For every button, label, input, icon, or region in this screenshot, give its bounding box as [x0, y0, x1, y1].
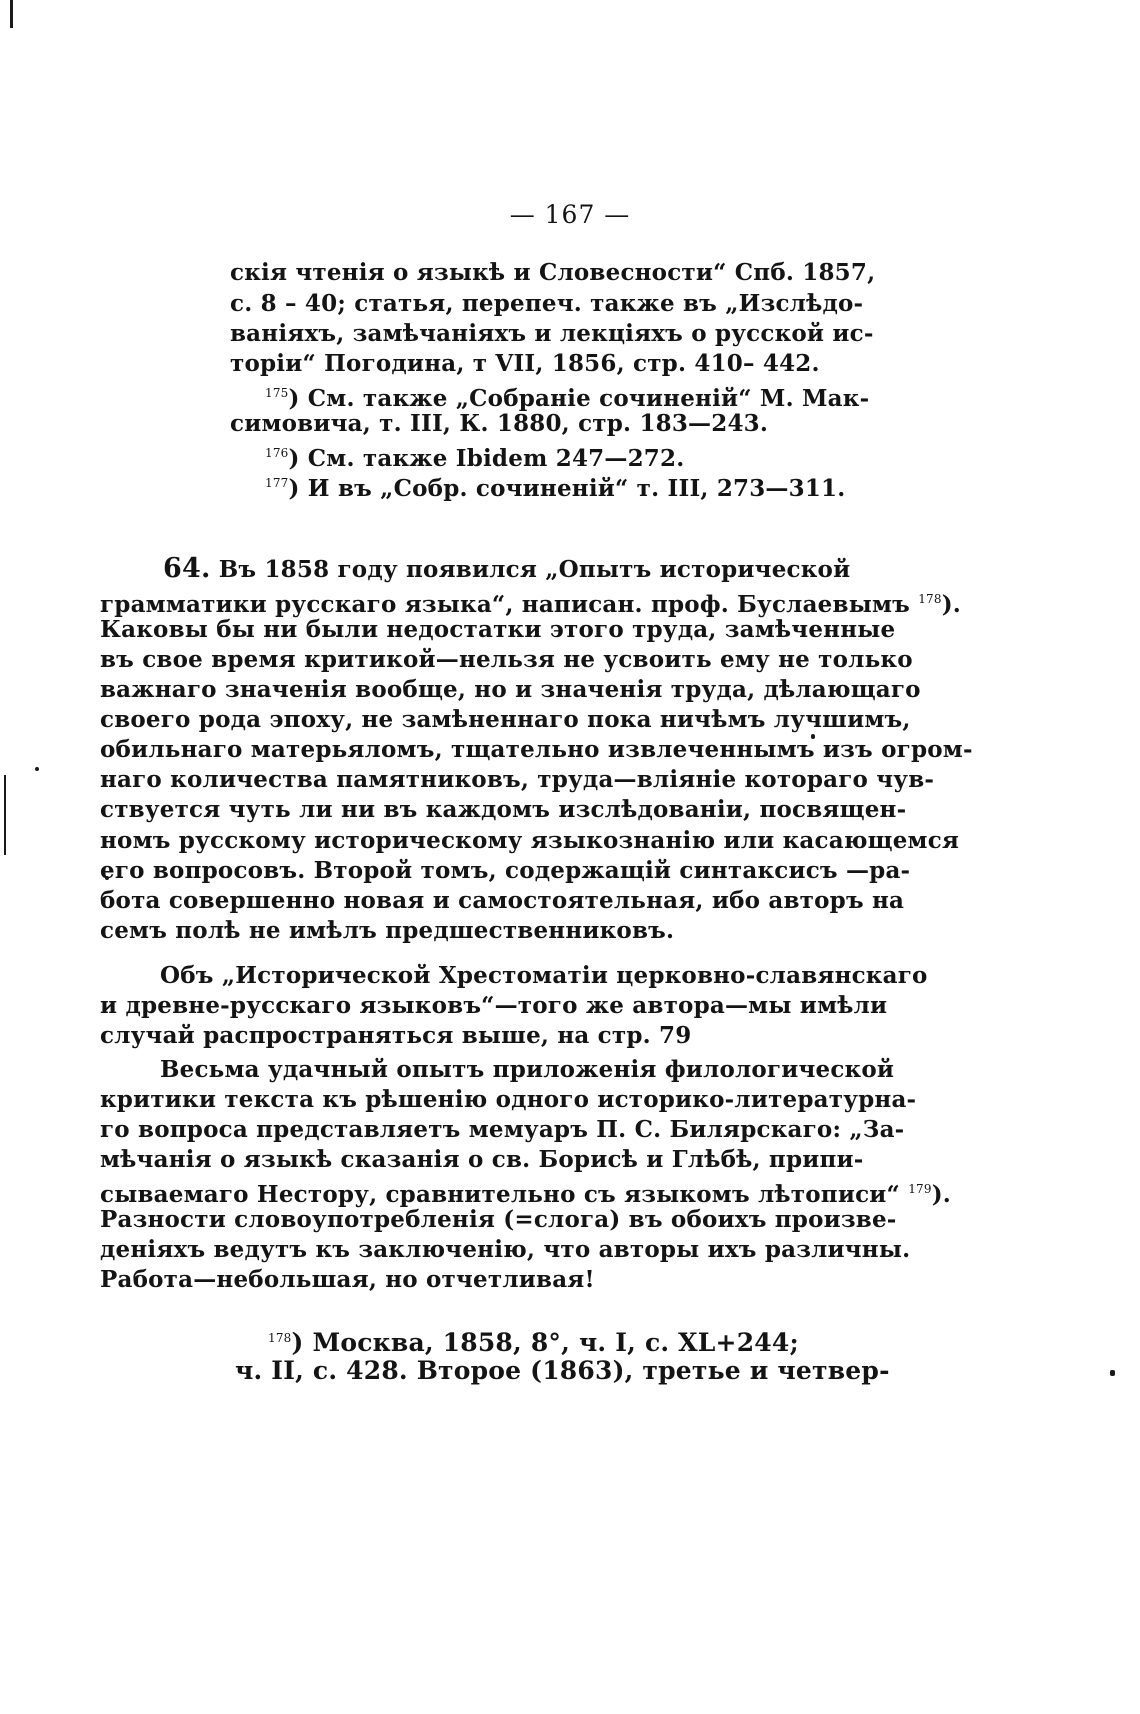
footnote-line: симовича, т. III, К. 1880, стр. 183—243.	[230, 410, 769, 437]
page-number: — 167 —	[509, 200, 631, 229]
body-line: случай распространяться выше, на стр. 79	[100, 1022, 692, 1049]
footnote-line: с. 8 – 40; статья, перепеч. также въ „Изслѣдо-	[230, 290, 864, 317]
body-line: въ свое время критикой—нельзя не усвоить ему не только	[100, 646, 913, 673]
footnote-marker: 176	[265, 446, 289, 460]
footnote-line: скія чтенія о языкѣ и Словесности“ Спб. 1857,	[230, 259, 876, 286]
footnote-178: $^{178}$) Москва, 1858, 8°, ч. I, с. XL+244;	[268, 1328, 799, 1357]
footnote-ref-178: 178	[918, 592, 942, 606]
margin-dot	[35, 767, 39, 771]
body-line: мѣчанія о языкѣ сказанія о св. Борисѣ и Глѣбѣ, припи-	[100, 1146, 864, 1173]
footnote-176: $^{176}$) См. также Ibidem 247—272.	[265, 445, 685, 472]
footnote-line: ваніяхъ, замѣчаніяхъ и лекціяхъ о русской ис-	[230, 320, 874, 347]
body-line: го вопроса представляетъ мемуаръ П. С. Билярскаго: „За-	[100, 1116, 905, 1143]
footnote-ref-179: 179	[908, 1182, 932, 1196]
body-line: сываемаго Нестору, сравнительно съ языкомъ лѣтописи“ $^{179}$).	[100, 1181, 951, 1208]
body-line: важнаго значенія вообще, но и значенія труда, дѣлающаго	[100, 676, 921, 703]
margin-dot	[1110, 1370, 1115, 1376]
paragraph-start-line: Весьма удачный опытъ приложенія филологической	[160, 1056, 895, 1083]
body-line: грамматики русскаго языка“, написан. проф. Буслаевымъ $^{178}$).	[100, 591, 961, 618]
section-number: 64.	[163, 553, 211, 584]
margin-line-mark	[4, 775, 6, 855]
section-first-line: 64. Въ 1858 году появился „Опытъ исторической	[163, 553, 851, 584]
footnote-marker: 177	[265, 476, 289, 490]
body-line: бота совершенно новая и самостоятельная, ибо авторъ на	[100, 887, 905, 914]
footnote-line: ч. II, с. 428. Второе (1863), третье и четвер-	[235, 1356, 890, 1385]
body-line: обильнаго матерьяломъ, тщательно извлеченнымъ изъ огром-	[100, 736, 973, 763]
body-line: наго количества памятниковъ, труда—вліяніе котораго чув-	[100, 766, 935, 793]
footnote-175: $^{175}$) См. также „Собраніе сочиненій“ М. Мак-	[265, 385, 870, 412]
body-line: критики текста къ рѣшенію одного историко-литературна-	[100, 1086, 917, 1113]
body-line: Каковы бы ни были недостатки этого труда, замѣченные	[100, 616, 896, 643]
body-line: деніяхъ ведутъ къ заключенію, что авторы ихъ различны.	[100, 1236, 911, 1263]
body-line: его вопросовъ. Второй томъ, содержащій синтаксисъ —ра-	[100, 857, 911, 884]
footnote-177: $^{177}$) И въ „Собр. сочиненій“ т. III, 273—311.	[265, 475, 846, 502]
body-line: семъ полѣ не имѣлъ предшественниковъ.	[100, 917, 675, 944]
body-line: ствуется чуть ли ни въ каждомъ изслѣдованіи, посвящен-	[100, 796, 907, 823]
body-line: и древне-русскаго языковъ“—того же автора—мы имѣли	[100, 992, 888, 1019]
footnote-marker: 175	[265, 386, 289, 400]
body-line: своего рода эпоху, не замѣненнаго пока ничѣмъ лучшимъ,	[100, 706, 911, 733]
paragraph-start-line: Объ „Исторической Хрестоматіи церковно-славянскаго	[160, 962, 928, 989]
footnote-line: торіи“ Погодина, т VII, 1856, стр. 410– 442.	[230, 350, 820, 377]
scan-edge-mark	[10, 0, 13, 28]
body-line: Работа—небольшая, но отчетливая!	[100, 1266, 595, 1293]
footnote-marker: 178	[268, 1331, 292, 1345]
body-line: Разности словоупотребленія (=слога) въ обоихъ произве-	[100, 1206, 897, 1233]
body-line: номъ русскому историческому языкознанію или касающемся	[100, 827, 960, 854]
